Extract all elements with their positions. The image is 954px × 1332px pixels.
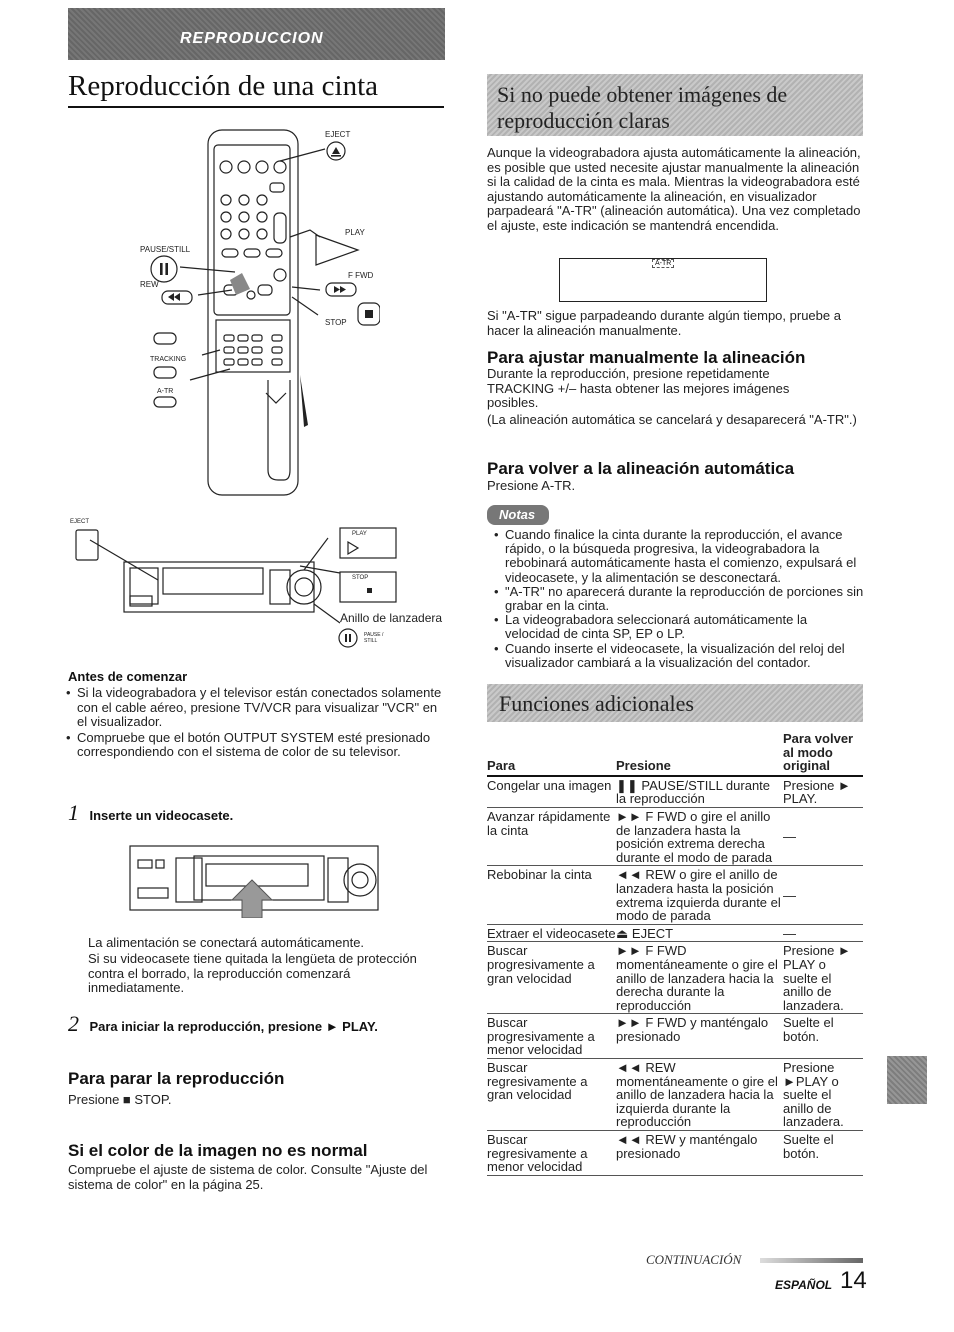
table-row <box>487 776 863 808</box>
step-1-text: Inserte un videocasete. <box>89 808 234 823</box>
deck-label-stop: STOP <box>352 575 369 581</box>
antes-item: • Si la videograbadora y el televisor están conectados solamente con el cable aéreo, presione TV/VCR para visualizar "VCR" en el visualizador. <box>66 686 444 730</box>
nota-item: • Cuando inserte el videocasete, la visualización del reloj del visualizador cambiará a la visualización del contador. <box>494 642 864 670</box>
page-tab-marker <box>887 1056 927 1104</box>
remote-label-tracking: TRACKING <box>150 356 187 363</box>
remote-label-eject: EJECT <box>325 130 351 139</box>
table-header-volver: Para volver al modo original <box>783 732 863 776</box>
step-1-paragraph-2: Si su videocasete tiene quitada la lengüeta de protección contra el borrado, la reproducción comenzará inmediatamente. <box>88 951 417 996</box>
nota-item: • La videograbadora seleccionará automáticamente la velocidad de cinta SP, EP o LP. <box>494 613 864 641</box>
deck-label-eject: EJECT <box>70 519 90 525</box>
remote-label-pause-still: PAUSE/STILL <box>140 245 191 254</box>
table-cell: ►► F FWD y manténgalo presionado <box>616 1014 783 1059</box>
table-header-row <box>487 732 863 776</box>
step-2-number: 2 <box>68 1011 79 1036</box>
remote-label-ffwd: F FWD <box>348 271 374 280</box>
table-row <box>487 1059 863 1131</box>
funciones-table <box>487 732 863 1176</box>
color-text: Compruebe el ajuste de sistema de color. Consulte "Ajuste del sistema de color" en la página 25. <box>68 1162 428 1192</box>
table-cell: Buscar progresivamente a menor velocidad <box>487 1014 616 1059</box>
funciones-heading <box>487 684 863 722</box>
table-cell: ◄◄ REW o gire el anillo de lanzadera hasta la posición extrema izquierda durante el modo de parada <box>616 866 783 924</box>
page-number: 14 <box>840 1267 867 1294</box>
color-title: Si el color de la imagen no es normal <box>68 1141 368 1160</box>
table-cell: Suelte el botón. <box>783 1131 863 1176</box>
table-cell: Presione ►PLAY o suelte el anillo de lanzadera. <box>783 1059 863 1131</box>
table-cell: ►► F FWD momentáneamente o gire el anillo de lanzadera hacia la derecha durante la reproducción <box>616 942 783 1014</box>
table-cell: — <box>783 866 863 924</box>
step-2 <box>68 1011 378 1037</box>
table-cell: Rebobinar la cinta <box>487 866 616 924</box>
parar-text: Presione ■ STOP. <box>68 1092 172 1107</box>
manual-title: Para ajustar manualmente la alineación <box>487 348 806 367</box>
table-cell: ⏏ EJECT <box>616 924 783 942</box>
deck-label-play: PLAY <box>352 531 367 537</box>
remote-label-atr: A-TR <box>157 388 174 395</box>
table-row <box>487 924 863 942</box>
remote-label-stop: STOP <box>325 318 347 327</box>
title-rule <box>68 106 444 108</box>
section-label: REPRODUCCION <box>180 30 324 47</box>
table-row <box>487 942 863 1014</box>
language-label: ESPAÑOL <box>775 1278 833 1292</box>
manual-paragraph-2: (La alineación automática se cancelará y desaparecerá "A-TR".) <box>487 412 857 427</box>
table-cell: Extraer el videocasete <box>487 925 616 941</box>
remote-label-play: PLAY <box>345 228 365 237</box>
section-banner <box>68 8 445 60</box>
claras-paragraph-1: Aunque la videograbadora ajusta automáticamente la alineación, es posible que usted necesite ajustar manualmente la alineación si la calidad de la cinta es mala. Mientras la videograbadora esté ajustando automáticamente la alineación, en visualizador parpadeará "A-TR" (alineación automática). Una vez completado el ajuste, este indicación se mantendrá encendida. <box>487 145 861 233</box>
auto-text: Presione A-TR. <box>487 478 576 493</box>
table-cell: ◄◄ REW y manténgalo presionado <box>616 1131 783 1176</box>
antes-title: Antes de comenzar <box>68 669 188 684</box>
table-header-para: Para <box>487 732 616 776</box>
table-cell: — <box>783 924 863 942</box>
insert-cassette-illustration <box>128 840 380 918</box>
continuation-bar <box>760 1258 863 1263</box>
vcr-display-panel <box>559 258 767 302</box>
table-header-presione: Presione <box>616 732 783 776</box>
notas-label: Notas <box>499 507 536 522</box>
notas-badge <box>487 505 549 525</box>
table-row <box>487 1131 863 1176</box>
table-cell: Congelar una imagen <box>487 776 616 808</box>
claras-paragraph-2: Si "A-TR" sigue parpadeando durante algún tiempo, pruebe a hacer la alineación manualmente. <box>487 308 841 338</box>
step-1-number: 1 <box>68 800 79 825</box>
table-row <box>487 807 863 865</box>
table-row <box>487 1014 863 1059</box>
remote-label-rew: REW <box>140 280 159 289</box>
step-2-text: Para iniciar la reproducción, presione ► PLAY. <box>89 1019 378 1034</box>
manual-paragraph-1: Durante la reproducción, presione repetidamente TRACKING +/– hasta obtener las mejores imágenes posibles. <box>487 366 790 411</box>
claras-heading-line-1: Si no puede obtener imágenes de <box>497 82 788 107</box>
table-cell: Presione ► PLAY. <box>783 776 863 808</box>
table-cell: ◄◄ REW momentáneamente o gire el anillo de lanzadera hacia la izquierda durante la reproducción <box>616 1059 783 1131</box>
antes-item: • Compruebe que el botón OUTPUT SYSTEM esté presionado correspondiendo con el sistema de color de su televisor. <box>66 731 444 760</box>
table-cell: Buscar regresivamente a menor velocidad <box>487 1131 616 1176</box>
deck-label-pause-still: PAUSE / STILL <box>364 632 384 644</box>
funciones-heading-text: Funciones adicionales <box>499 691 694 716</box>
atr-indicator: A-TR <box>652 259 674 268</box>
table-row <box>487 866 863 924</box>
antes-list <box>66 686 444 760</box>
step-1-paragraph-1: La alimentación se conectará automáticamente. <box>88 935 365 950</box>
deck-label-shuttle: Anillo de lanzadera <box>340 611 443 625</box>
table-cell: Suelte el botón. <box>783 1014 863 1059</box>
table-cell: ►► F FWD o gire el anillo de lanzadera hasta la posición extrema derecha durante el modo de parada <box>616 807 783 865</box>
continuation-label: CONTINUACIÓN <box>646 1252 742 1267</box>
auto-title: Para volver a la alineación automática <box>487 459 795 478</box>
notas-list <box>494 528 864 670</box>
page-title: Reproducción de una cinta <box>68 70 379 102</box>
table-cell: Avanzar rápidamente la cinta <box>487 807 616 865</box>
table-cell: Buscar regresivamente a gran velocidad <box>487 1059 616 1131</box>
claras-heading <box>487 74 863 136</box>
step-1 <box>68 800 233 826</box>
table-cell: Buscar progresivamente a gran velocidad <box>487 942 616 1014</box>
nota-item: • Cuando finalice la cinta durante la reproducción, el avance rápido, o la búsqueda progresiva, la videograbadora la rebobinará automáticamente hasta el comienzo, expulsará el videocasete, y la alimentación se desconectará. <box>494 528 864 585</box>
table-cell: — <box>783 807 863 865</box>
parar-title: Para parar la reproducción <box>68 1069 285 1088</box>
table-cell: Presione ► PLAY o suelte el anillo de lanzadera. <box>783 942 863 1014</box>
remote-control-illustration <box>140 125 380 500</box>
claras-heading-line-2: reproducción claras <box>497 108 670 133</box>
table-cell: ❚❚ PAUSE/STILL durante la reproducción <box>616 776 783 808</box>
nota-item: • "A-TR" no aparecerá durante la reproducción de porciones sin grabar en la cinta. <box>494 585 864 613</box>
